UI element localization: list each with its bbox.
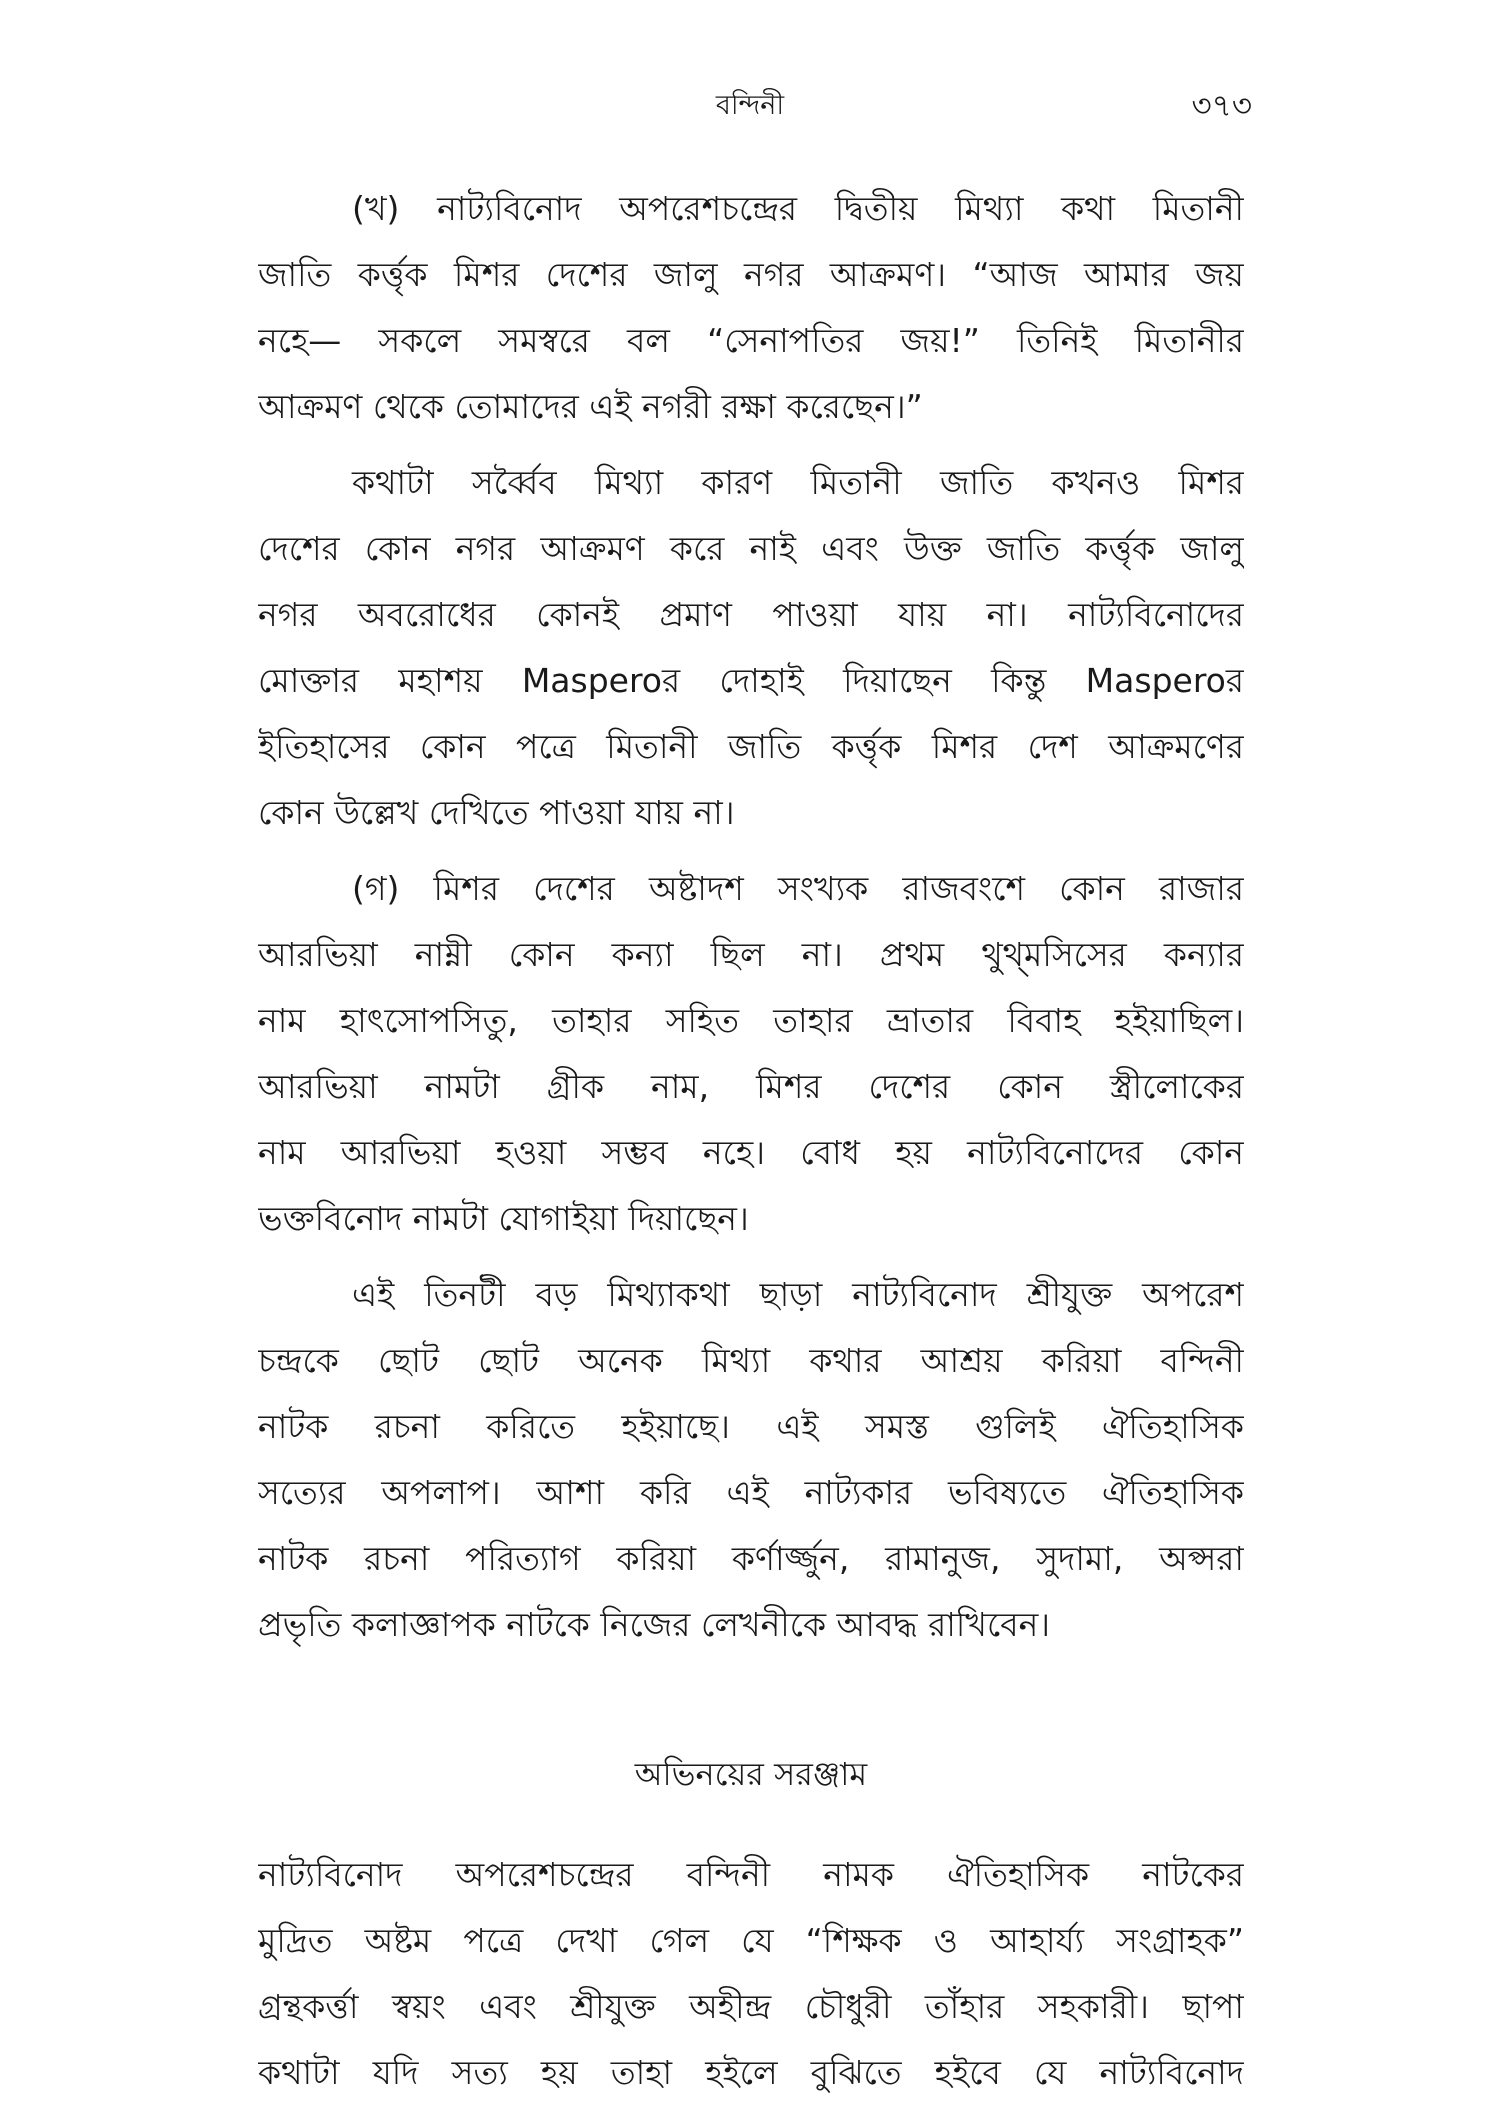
paragraph-conclusion [258,1262,1244,1658]
text-line: নাম আরভিয়া হওয়া সম্ভব নহে। বোধ হয় নাট্যবিনোদের কোন [258,1133,1244,1172]
text-line: নাটক রচনা করিতে হইয়াছে। এই সমস্ত গুলিই ঐতিহাসিক [258,1407,1244,1446]
text-line: কথাটা সর্ব্বৈব মিথ্যা কারণ মিতানী জাতি কখনও মিশর [352,463,1244,502]
text-line: আক্রমণ থেকে তোমাদের এই নগরী রক্ষা করেছেন।” [258,387,923,426]
paragraph-kha [258,176,1244,440]
text-line: কথাটা যদি সত্য হয় তাহা হইলে বুঝিতে হইবে যে নাট্যবিনোদ [258,2053,1244,2092]
paragraph-ga [258,856,1244,1252]
text-line: নগর অবরোধের কোনই প্রমাণ পাওয়া যায় না। নাট্যবিনোদের [258,595,1244,634]
text-line: ইতিহাসের কোন পত্রে মিতানী জাতি কর্ত্তৃক মিশর দেশ আক্রমণের [258,727,1244,766]
text-line: এই তিনটী বড় মিথ্যাকথা ছাড়া নাট্যবিনোদ শ্রীযুক্ত অপরেশ [352,1275,1244,1314]
text-line: মুদ্রিত অষ্টম পত্রে দেখা গেল যে “শিক্ষক ও আহার্য্য সংগ্রাহক” [258,1921,1244,1960]
text-line: নাম হাৎসোপসিতু, তাহার সহিত তাহার ভ্রাতার বিবাহ হইয়াছিল। [258,1001,1244,1040]
text-line: প্রভৃতি কলাজ্ঞাপক নাটকে নিজের লেখনীকে আবদ্ধ রাখিবেন। [258,1605,1051,1644]
text-line: নাটক রচনা পরিত্যাগ করিয়া কর্ণার্জ্জুন, রামানুজ, সুদামা, অপ্সরা [258,1539,1244,1578]
text-line: গ্রন্থকর্ত্তা স্বয়ং এবং শ্রীযুক্ত অহীন্দ্র চৌধুরী তাঁহার সহকারী। ছাপা [258,1987,1244,2026]
text-line: (গ) মিশর দেশের অষ্টাদশ সংখ্যক রাজবংশে কোন রাজার [352,869,1244,908]
paragraph-refutation [258,450,1244,846]
text-line: নহে— সকলে সমস্বরে বল “সেনাপতির জয়!” তিনিই মিতানীর [258,321,1244,360]
section-heading: অভিনয়ের সরঞ্জাম [634,1755,868,1793]
page-number: ৩৭৩ [1191,88,1252,124]
text-line: নাট্যবিনোদ অপরেশচন্দ্রের বন্দিনী নামক ঐতিহাসিক নাটকের [258,1855,1244,1894]
text-line: জাতি কর্ত্তৃক মিশর দেশের জালু নগর আক্রমণ। “আজ আমার জয় [258,255,1244,294]
paragraph-section [258,1842,1244,2106]
running-title: বন্দিনী [715,90,785,121]
body-text [258,176,1244,2116]
text-line: ভক্তবিনোদ নামটা যোগাইয়া দিয়াছেন। [258,1199,749,1238]
text-line: চন্দ্রকে ছোট ছোট অনেক মিথ্যা কথার আশ্রয় করিয়া বন্দিনী [258,1341,1244,1380]
text-line: মোক্তার মহাশয় Masperoর দোহাই দিয়াছেন কিন্তু Masperoর [258,661,1244,700]
text-line: আরভিয়া নামটা গ্রীক নাম, মিশর দেশের কোন স্ত্রীলোকের [258,1067,1244,1106]
text-line: আরভিয়া নাম্নী কোন কন্যা ছিল না। প্রথম থুথ্মসিসের কন্যার [258,935,1244,974]
text-line: কোন উল্লেখ দেখিতে পাওয়া যায় না। [258,793,735,832]
text-line: সত্যের অপলাপ। আশা করি এই নাট্যকার ভবিষ্যতে ঐতিহাসিক [258,1473,1244,1512]
running-head [0,86,1500,126]
text-line: (খ) নাট্যবিনোদ অপরেশচন্দ্রের দ্বিতীয় মিথ্যা কথা মিতানী [352,189,1244,228]
text-line: দেশের কোন নগর আক্রমণ করে নাই এবং উক্ত জাতি কর্ত্তৃক জালু [258,529,1244,568]
